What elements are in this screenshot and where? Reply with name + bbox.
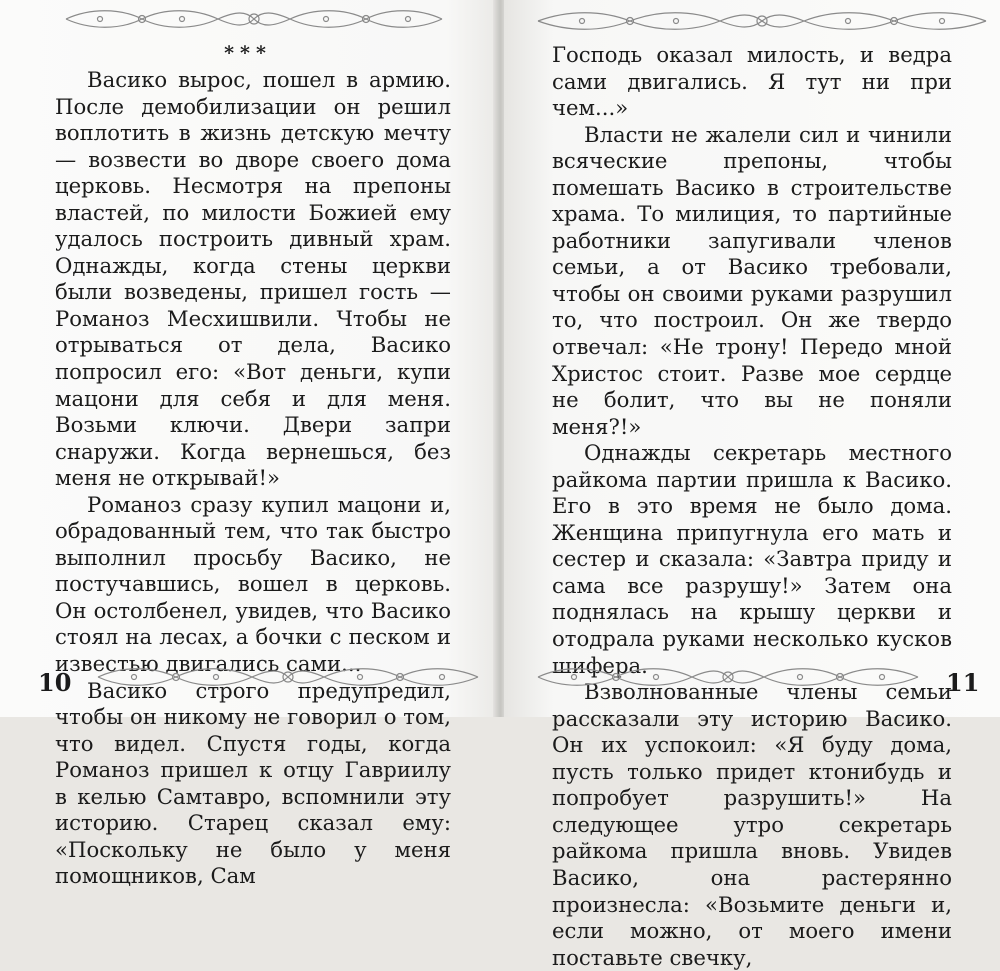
bottom-ornament-left (92, 664, 484, 690)
left-page (0, 0, 496, 889)
paragraph: Взволнованные члены семьи рассказали эту историю Васико. Он их успокоил: «Я буду дома, пусть только придет ктонибудь и попробует разрушить!» На следующее утро секретарь райкома пришла вновь. Увидев Васико, она растерянно произнесла: «Возьмите деньги и, если можно, от моего имени поставьте свечку, (552, 679, 952, 970)
left-page-text (55, 67, 451, 890)
right-page-text (552, 42, 952, 971)
section-separator: *** (224, 42, 272, 64)
paragraph: Васико строго предупредил, чтобы он никому не говорил о том, что видел. Спустя годы, когда Романоз пришел к отцу Гавриилу в келью Самтавро, вспомнили эту историю. Старец сказал ему: «Поскольку не было у меня помощников, Сам (55, 677, 451, 889)
bottom-ornament-right (532, 664, 924, 690)
paragraph: Романоз сразу купил мацони и, обрадованный тем, что так быстро выполнил просьбу Васико, не постучавшись, вошел в церковь. Он остолбенел, увидев, что Васико стоял на лесах, а бочки с песком и известью двигались сами... (55, 491, 451, 677)
paragraph-continuation: Господь оказал милость, и ведра сами двигались. Я тут ни при чем...» (552, 42, 952, 121)
paragraph: Власти не жалели сил и чинили всяческие препоны, чтобы помешать Васико в строительстве храма. То милиция, то партийные работники запугивали членов семьи, а от Васико требовали, чтобы он своими руками разрушил то, что построил. Он же твердо отвечал: «Не трону! Передо мной Христос стоит. Разве мое сердце не болит, что вы не поняли меня?!» (552, 121, 952, 439)
paragraph: Васико вырос, пошел в армию. После демобилизации он решил воплотить в жизнь детскую мечту — возвести во дворе своего дома церковь. Несмотря на препоны властей, по милости Божией ему удалось построить дивный храм. Однажды, когда стены церкви были возведены, пришел гость — Романоз Месхишвили. Чтобы не отрываться от дела, Васико попросил его: «Вот деньги, купи мацони для себя и для меня. Возьми ключи. Двери запри снаружи. Когда вернешься, без меня не открывай!» (55, 67, 451, 491)
page-number: 11 (946, 668, 980, 697)
paragraph: Однажды секретарь местного райкома партии пришла к Васико. Его в это время не было дома. Женщина припугнула его мать и сестер и сказала: «Завтра приду и сама все разрушу!» Затем она поднялась на крышу церкви и отодрала руками несколько кусков шифера. (552, 440, 952, 678)
top-ornament-right (532, 8, 992, 34)
right-page (504, 0, 1000, 970)
top-ornament-left (60, 6, 448, 32)
page-number: 10 (38, 668, 72, 697)
